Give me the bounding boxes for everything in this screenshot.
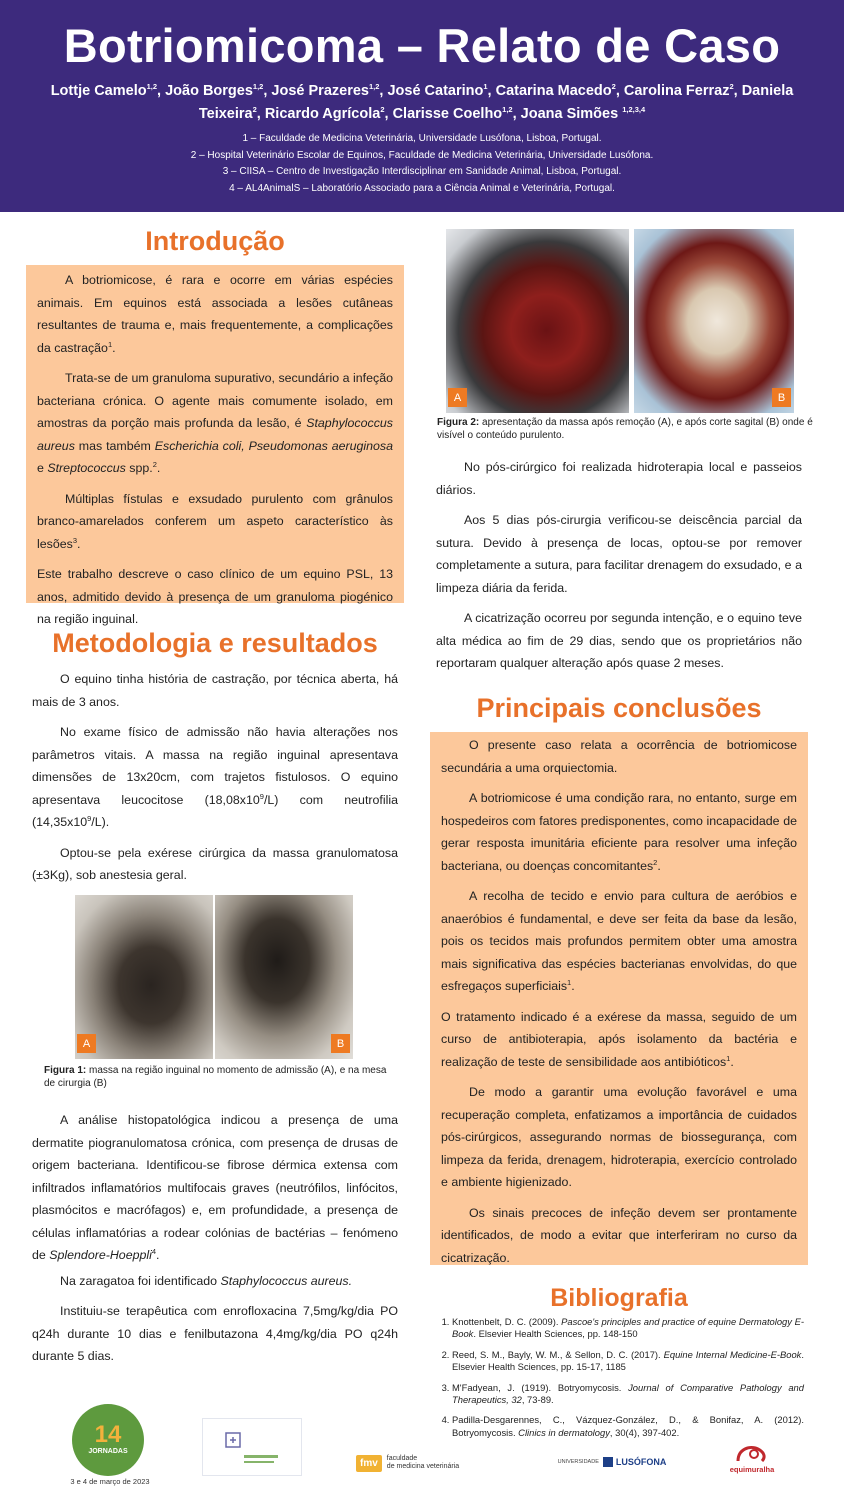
intro-box: [26, 265, 404, 626]
poster-title: Botriomicoma – Relato de Caso: [63, 19, 781, 72]
figure-label: A: [448, 388, 467, 407]
author-name: José Prazeres: [271, 83, 369, 99]
equimuralha-name: equimuralha: [729, 1464, 775, 1474]
poster-header: [0, 0, 844, 212]
author-affiliation-mark: 2: [252, 105, 257, 115]
equimuralha-logo: [720, 1438, 784, 1478]
univ-prefix: UNIVERSIDADE: [557, 1459, 599, 1465]
event-name: JORNADAS: [88, 1448, 128, 1455]
methods-text-bottom: [32, 1109, 398, 1376]
affiliation: 2 – Hospital Veterinário Escolar de Equinos, Faculdade de Medicina Veterinária, Universidade Lusófona.: [190, 149, 654, 161]
event-date: 3 e 4 de março de 2023: [70, 1477, 150, 1486]
intro-heading: Introdução: [145, 226, 285, 256]
hospital-emblem-icon: [222, 1427, 282, 1467]
methods-paragraph: Instituiu-se terapêutica com enrofloxacina 7,5mg/kg/dia PO q24h durante 10 dias e fenilbutazona 4,4mg/kg/dia PO q24h durante 5 dias.: [32, 1304, 398, 1363]
author-name: Ricardo Agrícola: [264, 106, 381, 122]
fmv-logo: [356, 1450, 474, 1476]
methods-heading: Metodologia e resultados: [52, 628, 378, 658]
methods-text-top: [32, 668, 398, 895]
lusofona-emblem-icon: [603, 1457, 613, 1467]
author-name: Carolina Ferraz: [623, 83, 730, 99]
affiliation: 4 – AL4AnimalS – Laboratório Associado para a Ciência Animal e Veterinária, Portugal.: [229, 182, 615, 194]
conclusions-heading: Principais conclusões: [476, 693, 762, 723]
author-affiliation-mark: 1,2: [368, 82, 380, 92]
conclusion-paragraph: Os sinais precoces de infeção devem ser prontamente identificados, de modo a evitar que interferiram no curso da cicatrização.: [441, 1205, 797, 1265]
bibliography-list: [436, 1316, 804, 1447]
author-line-1: Lottje Camelo$^{1,2}$, João Borges$^{1,2}$, José Prazeres$^{1,2}$, José Catarino$^1$, Catarina Macedo$^2$, Carolina Ferraz$^2$, Daniela: [50, 82, 794, 99]
fmv-text: de medicina veterinária: [386, 1463, 460, 1470]
conclusion-paragraph: De modo a garantir uma evolução favorável e uma recuperação completa, enfatizamos a importância de cuidados pós-cirúrgicos, assegurando normas de biossegurança, com limpeza da ferida, drenagem, hidroterapia, exercício controlado e ambiente higienizado.: [441, 1085, 797, 1189]
postop-paragraph: No pós-cirúrgico foi realizada hidroterapia local e passeios diários.: [436, 460, 802, 497]
author-name: João Borges: [165, 83, 253, 99]
author-affiliation-mark: 1,2: [146, 82, 158, 92]
univ-name: LUSÓFONA: [615, 1457, 667, 1467]
reference-item: 4. Padilla-Desgarennes, C., Vázquez-González, D., & Bonifaz, A. (2012). Botryomycosis. Clinics in dermatology, 30(4), 397-402.: [452, 1414, 804, 1439]
reference-item: 2. Reed, S. M., Bayly, W. M., & Sellon, D. C. (2017). Equine Internal Medicine-E-Book. Elsevier Health Sciences, pp. 15-17, 1185: [452, 1349, 804, 1374]
methods-paragraph: Optou-se pela exérese cirúrgica da massa granulomatosa (±3Kg), sob anestesia geral.: [32, 845, 398, 882]
bibliography-heading: Bibliografia: [550, 1284, 688, 1312]
figure-2a-photo: [446, 229, 629, 413]
figure-2b-photo: [634, 229, 794, 413]
author-affiliation-mark: 1,2: [502, 105, 513, 115]
author-name: José Catarino: [387, 83, 484, 99]
methods-paragraph: A análise histopatológica indicou a presença de uma dermatite piogranulomatosa crónica, com presença de drusas de origem bacteriana. Identificou-se fibrose dérmica extensa com infiltrados inflamatórios multifocais graves (neutrófilos, linfócitos, plasmócitos e macrófagos) e, em profundidade, a presença de células inflamatórias a rodear colónias de bactérias – fenómeno de Splendore-Hoeppli$^4$.: [32, 1113, 398, 1262]
postop-paragraph: A cicatrização ocorreu por segunda intenção, e o equino teve alta médica ao fim de 29 dias, sendo que os proprietários não reportaram qualquer alteração após quase 2 meses.: [436, 611, 802, 670]
author-list: [14, 80, 830, 126]
author-line-2: Teixeira$^2$, Ricardo Agrícola$^2$, Clarisse Coelho$^{1,2}$, Joana Simões $^{1,2,3,4}$: [198, 105, 646, 122]
author-affiliation-mark: 2: [729, 82, 734, 92]
author-affiliation-mark: 2: [611, 82, 616, 92]
author-affiliation-mark: 2: [380, 105, 385, 115]
author-name: Teixeira: [198, 106, 253, 122]
author-name: Daniela: [741, 83, 794, 99]
hospital-logo: [202, 1418, 302, 1476]
affiliation-list: [0, 131, 844, 197]
postop-text: [436, 456, 802, 683]
figure-label: B: [331, 1034, 350, 1053]
author-name: Catarina Macedo: [495, 83, 612, 99]
intro-paragraph: Múltiplas fístulas e exsudado purulento com grânulos branco-amarelados conferem um aspeto característico às lesões$^3$.: [37, 491, 393, 551]
conclusions-box: [430, 732, 808, 1265]
figure-1a-photo: [75, 895, 213, 1059]
conclusion-paragraph: A botriomicose é uma condição rara, no entanto, surge em hospedeiros com fatores predisponentes, como incapacidade de gerar resposta imunitária eficiente para resolver uma infeção bacteriana, ou doenças concomitantes$^2$.: [441, 791, 797, 873]
conclusion-paragraph: O presente caso relata a ocorrência de botriomicose secundária a uma orquiectomia.: [441, 738, 797, 775]
conclusion-paragraph: O tratamento indicado é a exérese da massa, seguido de um curso de antibioterapia, após isolamento da bactéria e realização de teste de sensibilidade aos antibióticos$^1$.: [441, 1009, 797, 1069]
figure-2-caption: Figura 2: apresentação da massa após remoção (A), e após corte sagital (B) onde é visível o conteúdo purulento.: [437, 417, 813, 441]
methods-paragraph: No exame físico de admissão não havia alterações nos parâmetros vitais. A massa na região inguinal apresentava dimensões de 13x20cm, com trajetos fistulosos. O equino apresentava leucocitose $(18,08x10^9/L)$ com neutrofilia $(14,35x10^9/L)$.: [32, 725, 398, 829]
author-name: Clarisse Coelho: [392, 106, 503, 122]
affiliation: 3 – CIISA – Centro de Investigação Interdisciplinar em Sanidade Animal, Lisboa, Portugal.: [222, 166, 622, 177]
fmv-mark: fmv: [356, 1455, 382, 1472]
author-affiliation-mark: 1,2,3,4: [622, 105, 646, 115]
intro-paragraph: Trata-se de um granuloma supurativo, secundário a infeção bacteriana crónica. O agente mais comumente isolado, em amostras da porção mais profunda da lesão, é Staphylococcus aureus mas também Escherichia coli, Pseudomonas aeruginosa e Streptococcus spp.$^2$.: [37, 371, 394, 475]
figure-label: B: [772, 388, 791, 407]
figure-1b-photo: [215, 895, 353, 1059]
jornadas-logo: [72, 1404, 144, 1476]
reference-item: 1. Knottenbelt, D. C. (2009). Pascoe's principles and practice of equine Dermatology E-Book. Elsevier Health Sciences, pp. 148-150: [452, 1316, 804, 1341]
author-name: Joana Simões: [520, 106, 623, 122]
horse-emblem-icon: [732, 1443, 772, 1465]
reference-item: 3. M'Fadyean, J. (1919). Botryomycosis. Journal of Comparative Pathology and Therapeutics, 32, 73-89.: [452, 1382, 804, 1407]
figure-1-caption: Figura 1: massa na região inguinal no momento de admissão (A), e na mesa de cirurgia (B): [44, 1065, 387, 1089]
figure-label: A: [77, 1034, 96, 1053]
intro-paragraph: A botriomicose, é rara e ocorre em várias espécies animais. Em equinos está associada a lesões cutâneas resultantes de trauma e, mais frequentemente, a complicações da castração$^1$.: [37, 273, 393, 355]
methods-paragraph: Na zaragatoa foi identificado Staphylococcus aureus.: [60, 1273, 353, 1288]
postop-paragraph: Aos 5 dias pós-cirurgia verificou-se deiscência parcial da sutura. Devido à presença de locas, optou-se por remover completamente a sutura, para facilitar drenagem do exsudado, e a limpeza diária da ferida.: [436, 513, 802, 595]
conclusion-paragraph: A recolha de tecido e envio para cultura de aeróbios e anaeróbios é fundamental, e deve ser feita da base da lesão, pois os tecidos mais profundos permitem obter uma amostra mais significativa das espécies bacterianas envolvidas, do que esfregaços superficiais$^1$.: [441, 889, 797, 993]
methods-paragraph: O equino tinha história de castração, por técnica aberta, há mais de 3 anos.: [32, 672, 398, 709]
author-affiliation-mark: 1: [483, 82, 488, 92]
lusofona-logo: [550, 1452, 674, 1472]
author-name: Lottje Camelo: [50, 83, 147, 99]
author-affiliation-mark: 1,2: [252, 82, 264, 92]
intro-paragraph: Este trabalho descreve o caso clínico de um equino PSL, 13 anos, admitido devido à presença de um granuloma piogénico na região inguinal.: [37, 567, 393, 626]
fmv-text: faculdade: [386, 1455, 418, 1462]
event-number: 14: [94, 1421, 122, 1448]
affiliation: 1 – Faculdade de Medicina Veterinária, Universidade Lusófona, Lisboa, Portugal.: [242, 133, 602, 144]
